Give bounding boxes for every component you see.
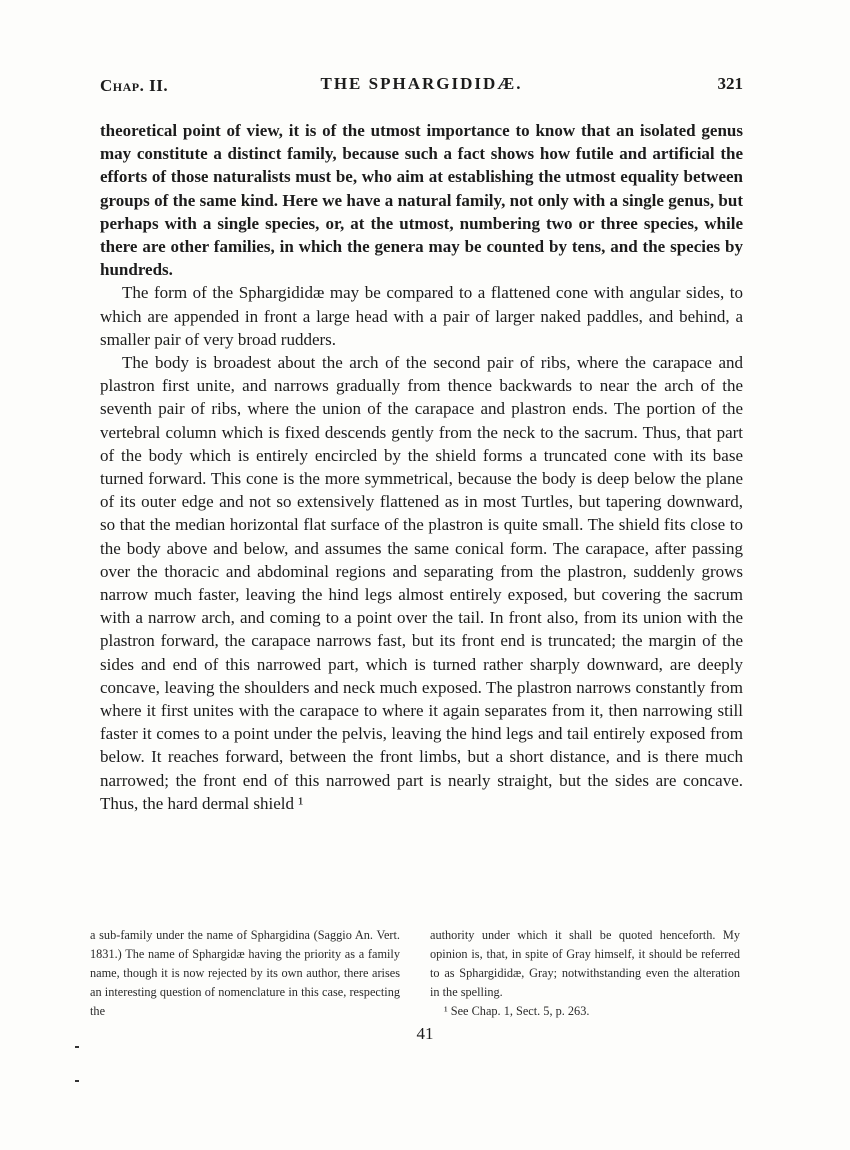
signature-mark: 41 — [416, 1024, 434, 1043]
margin-mark — [75, 1046, 79, 1048]
paragraph-continued: theoretical point of view, it is of the utmost importance to know that an isolated genus may constitute a distinct family, because such a fact shows how futile and artificial the efforts of those naturalists must be, who aim at establishing the utmost equality between groups of the same kind. Here we have a natural family, not only with a single genus, but perhaps with a single species, or, at the utmost, numbering two or three species, while there are other families, in which the genera may be counted by tens, and the species by hundreds. — [100, 121, 743, 280]
paragraph-body: The body is broadest about the arch of the second pair of ribs, where the carapace and plastron first unite, and narrows gradually from thence backwards to near the arch of the seventh pair of ribs, where the union of the carapace and plastron ends. The portion of the vertebral column which is fixed descends gently from the neck to the sacrum. Thus, that part of the body which is entirely encircled by the shield forms a truncated cone with its base turned forward. This cone is the more symmetrical, because the body is deep below the plane of its outer edge and not so extensively flattened as in most Turtles, but tapering downward, so that the median horizontal flat surface of the plastron is quite small. The shield fits close to the body above and below, and assumes the same conical form. The carapace, after passing over the thoracic and abdominal regions and separating from the plastron, suddenly grows narrow much faster, leaving the hind legs almost entirely exposed, but covering the sacrum with a narrow arch, and coming to a point over the tail. In front also, from its union with the plastron forward, the carapace narrows fast, but its front end is truncated; the margin of the sides and end of this narrowed part, which is turned rather sharply downward, are deeply concave, leaving the shoulders and neck much exposed. The plastron narrows constantly from where it first unites with the carapace to where it again separates from it, then narrowing still faster it comes to a point under the pelvis, leaving the hind legs and tail entirely exposed from below. It reaches forward, between the front limbs, but a short distance, and is there much narrowed; the front end of this narrowed part is nearly straight, but the sides are concave. Thus, the hard dermal shield ¹ — [100, 353, 743, 813]
footnote-column-right — [430, 926, 740, 1021]
running-header — [100, 74, 743, 100]
footnote-1: ¹ See Chap. 1, Sect. 5, p. 263. — [444, 1004, 590, 1018]
footnote-continued: a sub-family under the name of Sphargidina (Saggio An. Vert. 1831.) The name of Sphargidæ having the priority as a family name, though it is now rejected by its own author, there arises an interesting question of nomenclature in this case, respecting the — [90, 928, 400, 1018]
chapter-label: Chap. II. — [100, 76, 169, 95]
main-text — [100, 119, 743, 815]
footnote-continued-right: authority under which it shall be quoted henceforth. My opinion is, that, in spite of Gray himself, it should be referred to as Sphargididæ, Gray; notwithstanding even the alteration in the spelling. — [430, 928, 740, 999]
page-number: 321 — [717, 74, 743, 93]
footnotes — [90, 926, 750, 1026]
paragraph-form: The form of the Sphargididæ may be compared to a flattened cone with angular sides, to which are appended in front a large head with a pair of larger naked paddles, and behind, a smaller pair of very broad rudders. — [100, 283, 743, 349]
footnote-column-left — [90, 926, 400, 1021]
running-title: THE SPHARGIDIDÆ. — [320, 74, 523, 93]
margin-mark — [75, 1080, 79, 1082]
